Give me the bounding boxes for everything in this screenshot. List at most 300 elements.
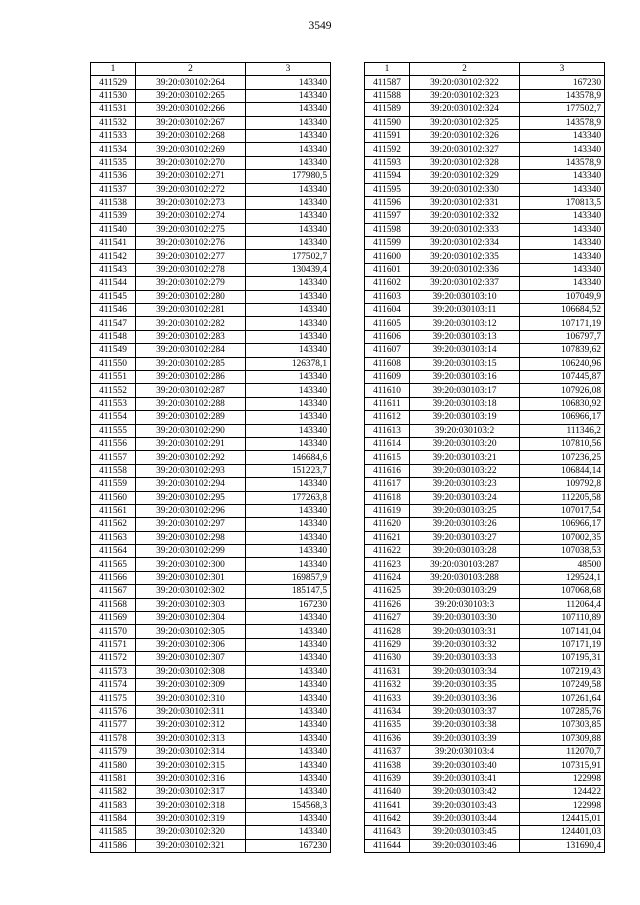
cadastral-number-cell: 39:20:030102:287 bbox=[136, 384, 246, 397]
value-cell: 124415,01 bbox=[520, 812, 605, 825]
value-cell: 107141,04 bbox=[520, 625, 605, 638]
table-row bbox=[365, 772, 605, 785]
cadastral-number-cell: 39:20:030103:4 bbox=[410, 745, 520, 758]
table-row bbox=[91, 598, 331, 611]
value-cell: 107926,08 bbox=[520, 384, 605, 397]
cadastral-number-cell: 39:20:030103:11 bbox=[410, 304, 520, 317]
value-cell: 143340 bbox=[246, 129, 331, 142]
cadastral-number-cell: 39:20:030103:288 bbox=[410, 571, 520, 584]
row-number-cell: 411575 bbox=[91, 692, 136, 705]
value-cell: 143340 bbox=[246, 786, 331, 799]
table-row bbox=[91, 370, 331, 383]
row-number-cell: 411596 bbox=[365, 196, 410, 209]
row-number-cell: 411632 bbox=[365, 678, 410, 691]
value-cell: 143340 bbox=[520, 210, 605, 223]
value-cell: 107249,58 bbox=[520, 678, 605, 691]
row-number-cell: 411573 bbox=[91, 665, 136, 678]
row-number-cell: 411563 bbox=[91, 531, 136, 544]
cadastral-number-cell: 39:20:030103:15 bbox=[410, 357, 520, 370]
table-row bbox=[91, 103, 331, 116]
value-cell: 177502,7 bbox=[246, 250, 331, 263]
cadastral-number-cell: 39:20:030102:282 bbox=[136, 317, 246, 330]
value-cell: 107810,56 bbox=[520, 437, 605, 450]
row-number-cell: 411628 bbox=[365, 625, 410, 638]
table-row bbox=[91, 705, 331, 718]
value-cell: 143340 bbox=[520, 237, 605, 250]
table-row bbox=[91, 638, 331, 651]
cadastral-number-cell: 39:20:030102:280 bbox=[136, 290, 246, 303]
table-row bbox=[365, 826, 605, 839]
row-number-cell: 411532 bbox=[91, 116, 136, 129]
row-number-cell: 411630 bbox=[365, 652, 410, 665]
table-row bbox=[365, 545, 605, 558]
table-row bbox=[91, 76, 331, 89]
value-cell: 107002,35 bbox=[520, 531, 605, 544]
value-cell: 143340 bbox=[246, 424, 331, 437]
value-cell: 143340 bbox=[246, 705, 331, 718]
cadastral-number-cell: 39:20:030103:43 bbox=[410, 799, 520, 812]
value-cell: 185147,5 bbox=[246, 585, 331, 598]
row-number-cell: 411545 bbox=[91, 290, 136, 303]
value-cell: 143340 bbox=[246, 545, 331, 558]
row-number-cell: 411580 bbox=[91, 759, 136, 772]
table-row bbox=[91, 518, 331, 531]
table-row bbox=[91, 384, 331, 397]
value-cell: 143340 bbox=[520, 170, 605, 183]
table-row bbox=[91, 89, 331, 102]
row-number-cell: 411566 bbox=[91, 571, 136, 584]
value-cell: 124422 bbox=[520, 786, 605, 799]
cadastral-number-cell: 39:20:030102:310 bbox=[136, 692, 246, 705]
value-cell: 106240,96 bbox=[520, 357, 605, 370]
cadastral-number-cell: 39:20:030103:30 bbox=[410, 612, 520, 625]
cadastral-number-cell: 39:20:030102:294 bbox=[136, 478, 246, 491]
value-cell: 143340 bbox=[246, 304, 331, 317]
row-number-cell: 411538 bbox=[91, 196, 136, 209]
table-row bbox=[365, 504, 605, 517]
table-row bbox=[91, 585, 331, 598]
table-row bbox=[91, 156, 331, 169]
cadastral-number-cell: 39:20:030103:36 bbox=[410, 692, 520, 705]
table-row bbox=[365, 478, 605, 491]
value-cell: 143340 bbox=[246, 638, 331, 651]
row-number-cell: 411619 bbox=[365, 504, 410, 517]
value-cell: 112070,7 bbox=[520, 745, 605, 758]
table-row bbox=[91, 397, 331, 410]
cadastral-number-cell: 39:20:030102:306 bbox=[136, 638, 246, 651]
cadastral-number-cell: 39:20:030102:307 bbox=[136, 652, 246, 665]
row-number-cell: 411571 bbox=[91, 638, 136, 651]
cadastral-number-cell: 39:20:030102:301 bbox=[136, 571, 246, 584]
cadastral-number-cell: 39:20:030102:314 bbox=[136, 745, 246, 758]
value-cell: 143340 bbox=[246, 612, 331, 625]
value-cell: 167230 bbox=[520, 76, 605, 89]
cadastral-number-cell: 39:20:030102:286 bbox=[136, 370, 246, 383]
cadastral-number-cell: 39:20:030102:316 bbox=[136, 772, 246, 785]
row-number-cell: 411623 bbox=[365, 558, 410, 571]
table-header-row bbox=[91, 63, 331, 76]
table-row bbox=[91, 250, 331, 263]
cadastral-number-cell: 39:20:030102:266 bbox=[136, 103, 246, 116]
row-number-cell: 411588 bbox=[365, 89, 410, 102]
value-cell: 112205,58 bbox=[520, 491, 605, 504]
cadastral-number-cell: 39:20:030103:32 bbox=[410, 638, 520, 651]
row-number-cell: 411607 bbox=[365, 344, 410, 357]
table-row bbox=[365, 638, 605, 651]
row-number-cell: 411584 bbox=[91, 812, 136, 825]
value-cell: 107315,91 bbox=[520, 759, 605, 772]
value-cell: 111346,2 bbox=[520, 424, 605, 437]
value-cell: 143340 bbox=[520, 183, 605, 196]
table-row bbox=[365, 89, 605, 102]
row-number-cell: 411635 bbox=[365, 719, 410, 732]
row-number-cell: 411610 bbox=[365, 384, 410, 397]
row-number-cell: 411555 bbox=[91, 424, 136, 437]
table-row bbox=[365, 665, 605, 678]
value-cell: 177263,8 bbox=[246, 491, 331, 504]
value-cell: 107171,19 bbox=[520, 317, 605, 330]
value-cell: 143340 bbox=[246, 196, 331, 209]
table-row bbox=[91, 277, 331, 290]
cadastral-number-cell: 39:20:030102:296 bbox=[136, 504, 246, 517]
value-cell: 107445,87 bbox=[520, 370, 605, 383]
cadastral-number-cell: 39:20:030103:12 bbox=[410, 317, 520, 330]
table-row bbox=[365, 143, 605, 156]
value-cell: 122998 bbox=[520, 772, 605, 785]
table-row bbox=[365, 745, 605, 758]
cadastral-number-cell: 39:20:030102:337 bbox=[410, 277, 520, 290]
value-cell: 143340 bbox=[246, 210, 331, 223]
row-number-cell: 411554 bbox=[91, 411, 136, 424]
cadastral-number-cell: 39:20:030102:331 bbox=[410, 196, 520, 209]
table-header-row bbox=[365, 63, 605, 76]
cadastral-number-cell: 39:20:030102:322 bbox=[410, 76, 520, 89]
cadastral-number-cell: 39:20:030102:269 bbox=[136, 143, 246, 156]
cadastral-number-cell: 39:20:030103:20 bbox=[410, 437, 520, 450]
value-cell: 107219,43 bbox=[520, 665, 605, 678]
value-cell: 143340 bbox=[246, 558, 331, 571]
value-cell: 112064,4 bbox=[520, 598, 605, 611]
cadastral-number-cell: 39:20:030102:324 bbox=[410, 103, 520, 116]
table-row bbox=[365, 344, 605, 357]
row-number-cell: 411583 bbox=[91, 799, 136, 812]
row-number-cell: 411643 bbox=[365, 826, 410, 839]
cadastral-number-cell: 39:20:030102:321 bbox=[136, 839, 246, 852]
cadastral-number-cell: 39:20:030102:304 bbox=[136, 612, 246, 625]
value-cell: 126378,1 bbox=[246, 357, 331, 370]
value-cell: 107195,31 bbox=[520, 652, 605, 665]
value-cell: 143340 bbox=[246, 678, 331, 691]
row-number-cell: 411560 bbox=[91, 491, 136, 504]
cadastral-number-cell: 39:20:030102:305 bbox=[136, 625, 246, 638]
cadastral-number-cell: 39:20:030102:330 bbox=[410, 183, 520, 196]
row-number-cell: 411639 bbox=[365, 772, 410, 785]
table-row bbox=[365, 571, 605, 584]
table-row bbox=[365, 411, 605, 424]
row-number-cell: 411616 bbox=[365, 464, 410, 477]
cadastral-number-cell: 39:20:030103:40 bbox=[410, 759, 520, 772]
value-cell: 107236,25 bbox=[520, 451, 605, 464]
row-number-cell: 411601 bbox=[365, 263, 410, 276]
table-row bbox=[91, 183, 331, 196]
table-row bbox=[91, 504, 331, 517]
value-cell: 107309,88 bbox=[520, 732, 605, 745]
value-cell: 143340 bbox=[246, 625, 331, 638]
value-cell: 109792,8 bbox=[520, 478, 605, 491]
cadastral-number-cell: 39:20:030103:46 bbox=[410, 839, 520, 852]
table-row bbox=[365, 156, 605, 169]
value-cell: 151223,7 bbox=[246, 464, 331, 477]
table-row bbox=[365, 237, 605, 250]
cadastral-number-cell: 39:20:030102:326 bbox=[410, 129, 520, 142]
cadastral-number-cell: 39:20:030103:44 bbox=[410, 812, 520, 825]
cadastral-number-cell: 39:20:030102:284 bbox=[136, 344, 246, 357]
cadastral-number-cell: 39:20:030103:25 bbox=[410, 504, 520, 517]
registry-table-right bbox=[364, 62, 605, 853]
row-number-cell: 411543 bbox=[91, 263, 136, 276]
table-row bbox=[91, 424, 331, 437]
cadastral-number-cell: 39:20:030103:14 bbox=[410, 344, 520, 357]
cadastral-number-cell: 39:20:030103:17 bbox=[410, 384, 520, 397]
cadastral-number-cell: 39:20:030103:35 bbox=[410, 678, 520, 691]
row-number-cell: 411633 bbox=[365, 692, 410, 705]
row-number-cell: 411606 bbox=[365, 330, 410, 343]
value-cell: 146684,6 bbox=[246, 451, 331, 464]
cadastral-number-cell: 39:20:030102:292 bbox=[136, 451, 246, 464]
row-number-cell: 411625 bbox=[365, 585, 410, 598]
cadastral-number-cell: 39:20:030102:276 bbox=[136, 237, 246, 250]
cadastral-number-cell: 39:20:030102:332 bbox=[410, 210, 520, 223]
table-row bbox=[91, 357, 331, 370]
value-cell: 107017,54 bbox=[520, 504, 605, 517]
table-row bbox=[365, 585, 605, 598]
row-number-cell: 411618 bbox=[365, 491, 410, 504]
value-cell: 143340 bbox=[246, 237, 331, 250]
row-number-cell: 411550 bbox=[91, 357, 136, 370]
row-number-cell: 411642 bbox=[365, 812, 410, 825]
row-number-cell: 411641 bbox=[365, 799, 410, 812]
row-number-cell: 411612 bbox=[365, 411, 410, 424]
row-number-cell: 411578 bbox=[91, 732, 136, 745]
value-cell: 122998 bbox=[520, 799, 605, 812]
cadastral-number-cell: 39:20:030102:281 bbox=[136, 304, 246, 317]
row-number-cell: 411530 bbox=[91, 89, 136, 102]
cadastral-number-cell: 39:20:030103:45 bbox=[410, 826, 520, 839]
table-row bbox=[365, 451, 605, 464]
table-row bbox=[91, 625, 331, 638]
table-row bbox=[91, 799, 331, 812]
cadastral-number-cell: 39:20:030102:309 bbox=[136, 678, 246, 691]
value-cell: 143340 bbox=[246, 437, 331, 450]
column-header: 3 bbox=[246, 63, 331, 76]
cadastral-number-cell: 39:20:030102:273 bbox=[136, 196, 246, 209]
row-number-cell: 411551 bbox=[91, 370, 136, 383]
table-row bbox=[365, 263, 605, 276]
value-cell: 143340 bbox=[246, 290, 331, 303]
value-cell: 143340 bbox=[246, 89, 331, 102]
cadastral-number-cell: 39:20:030102:336 bbox=[410, 263, 520, 276]
cadastral-number-cell: 39:20:030102:267 bbox=[136, 116, 246, 129]
table-row bbox=[365, 786, 605, 799]
table-row bbox=[91, 545, 331, 558]
row-number-cell: 411597 bbox=[365, 210, 410, 223]
row-number-cell: 411611 bbox=[365, 397, 410, 410]
value-cell: 143578,9 bbox=[520, 156, 605, 169]
table-row bbox=[91, 237, 331, 250]
column-header: 2 bbox=[410, 63, 520, 76]
cadastral-number-cell: 39:20:030102:285 bbox=[136, 357, 246, 370]
table-row bbox=[91, 786, 331, 799]
row-number-cell: 411559 bbox=[91, 478, 136, 491]
value-cell: 143340 bbox=[246, 344, 331, 357]
value-cell: 143340 bbox=[246, 116, 331, 129]
row-number-cell: 411581 bbox=[91, 772, 136, 785]
cadastral-number-cell: 39:20:030102:298 bbox=[136, 531, 246, 544]
cadastral-number-cell: 39:20:030103:287 bbox=[410, 558, 520, 571]
table-row bbox=[91, 129, 331, 142]
row-number-cell: 411539 bbox=[91, 210, 136, 223]
table-row bbox=[365, 732, 605, 745]
table-row bbox=[365, 705, 605, 718]
page-number: 3549 bbox=[308, 20, 332, 32]
table-row bbox=[91, 719, 331, 732]
value-cell: 143340 bbox=[246, 397, 331, 410]
table-row bbox=[91, 116, 331, 129]
table-row bbox=[91, 826, 331, 839]
value-cell: 143340 bbox=[520, 277, 605, 290]
value-cell: 143340 bbox=[246, 143, 331, 156]
row-number-cell: 411564 bbox=[91, 545, 136, 558]
column-header: 3 bbox=[520, 63, 605, 76]
cadastral-number-cell: 39:20:030102:302 bbox=[136, 585, 246, 598]
value-cell: 177980,5 bbox=[246, 170, 331, 183]
value-cell: 143340 bbox=[246, 103, 331, 116]
cadastral-number-cell: 39:20:030103:10 bbox=[410, 290, 520, 303]
value-cell: 167230 bbox=[246, 598, 331, 611]
value-cell: 131690,4 bbox=[520, 839, 605, 852]
table-row bbox=[365, 76, 605, 89]
row-number-cell: 411602 bbox=[365, 277, 410, 290]
registry-table-left bbox=[90, 62, 331, 853]
table-row bbox=[365, 196, 605, 209]
table-row bbox=[91, 678, 331, 691]
table-row bbox=[365, 330, 605, 343]
row-number-cell: 411572 bbox=[91, 652, 136, 665]
value-cell: 107110,89 bbox=[520, 612, 605, 625]
row-number-cell: 411568 bbox=[91, 598, 136, 611]
cadastral-number-cell: 39:20:030102:334 bbox=[410, 237, 520, 250]
row-number-cell: 411587 bbox=[365, 76, 410, 89]
cadastral-number-cell: 39:20:030102:264 bbox=[136, 76, 246, 89]
table-row bbox=[365, 424, 605, 437]
value-cell: 143340 bbox=[246, 745, 331, 758]
value-cell: 143340 bbox=[520, 263, 605, 276]
row-number-cell: 411590 bbox=[365, 116, 410, 129]
row-number-cell: 411599 bbox=[365, 237, 410, 250]
table-row bbox=[91, 652, 331, 665]
cadastral-number-cell: 39:20:030102:278 bbox=[136, 263, 246, 276]
table-row bbox=[365, 678, 605, 691]
row-number-cell: 411565 bbox=[91, 558, 136, 571]
cadastral-number-cell: 39:20:030102:318 bbox=[136, 799, 246, 812]
row-number-cell: 411595 bbox=[365, 183, 410, 196]
row-number-cell: 411604 bbox=[365, 304, 410, 317]
table-row bbox=[365, 652, 605, 665]
value-cell: 143340 bbox=[246, 531, 331, 544]
row-number-cell: 411594 bbox=[365, 170, 410, 183]
cadastral-number-cell: 39:20:030103:38 bbox=[410, 719, 520, 732]
row-number-cell: 411640 bbox=[365, 786, 410, 799]
value-cell: 107303,85 bbox=[520, 719, 605, 732]
table-row bbox=[91, 558, 331, 571]
row-number-cell: 411634 bbox=[365, 705, 410, 718]
table-row bbox=[91, 451, 331, 464]
cadastral-number-cell: 39:20:030103:23 bbox=[410, 478, 520, 491]
cadastral-number-cell: 39:20:030102:295 bbox=[136, 491, 246, 504]
value-cell: 143340 bbox=[246, 411, 331, 424]
cadastral-number-cell: 39:20:030102:265 bbox=[136, 89, 246, 102]
row-number-cell: 411579 bbox=[91, 745, 136, 758]
cadastral-number-cell: 39:20:030102:270 bbox=[136, 156, 246, 169]
row-number-cell: 411549 bbox=[91, 344, 136, 357]
cadastral-number-cell: 39:20:030102:320 bbox=[136, 826, 246, 839]
row-number-cell: 411614 bbox=[365, 437, 410, 450]
cadastral-number-cell: 39:20:030103:18 bbox=[410, 397, 520, 410]
value-cell: 143578,9 bbox=[520, 116, 605, 129]
table-row bbox=[365, 812, 605, 825]
table-row bbox=[91, 143, 331, 156]
table-row bbox=[91, 478, 331, 491]
value-cell: 143340 bbox=[520, 129, 605, 142]
value-cell: 107038,53 bbox=[520, 545, 605, 558]
cadastral-number-cell: 39:20:030102:293 bbox=[136, 464, 246, 477]
row-number-cell: 411617 bbox=[365, 478, 410, 491]
table-row bbox=[365, 384, 605, 397]
value-cell: 143340 bbox=[520, 250, 605, 263]
row-number-cell: 411638 bbox=[365, 759, 410, 772]
cadastral-number-cell: 39:20:030102:289 bbox=[136, 411, 246, 424]
cadastral-number-cell: 39:20:030102:317 bbox=[136, 786, 246, 799]
table-row bbox=[365, 397, 605, 410]
cadastral-number-cell: 39:20:030102:308 bbox=[136, 665, 246, 678]
cadastral-number-cell: 39:20:030102:275 bbox=[136, 223, 246, 236]
table-row bbox=[365, 103, 605, 116]
row-number-cell: 411540 bbox=[91, 223, 136, 236]
cadastral-number-cell: 39:20:030102:274 bbox=[136, 210, 246, 223]
value-cell: 130439,4 bbox=[246, 263, 331, 276]
value-cell: 107261,64 bbox=[520, 692, 605, 705]
value-cell: 167230 bbox=[246, 839, 331, 852]
value-cell: 143340 bbox=[520, 143, 605, 156]
row-number-cell: 411600 bbox=[365, 250, 410, 263]
row-number-cell: 411615 bbox=[365, 451, 410, 464]
row-number-cell: 411536 bbox=[91, 170, 136, 183]
row-number-cell: 411608 bbox=[365, 357, 410, 370]
table-row bbox=[365, 839, 605, 852]
table-row bbox=[91, 464, 331, 477]
row-number-cell: 411622 bbox=[365, 545, 410, 558]
cadastral-number-cell: 39:20:030103:27 bbox=[410, 531, 520, 544]
cadastral-number-cell: 39:20:030103:22 bbox=[410, 464, 520, 477]
row-number-cell: 411558 bbox=[91, 464, 136, 477]
table-row bbox=[91, 290, 331, 303]
table-row bbox=[365, 317, 605, 330]
value-cell: 143340 bbox=[246, 183, 331, 196]
value-cell: 143340 bbox=[246, 504, 331, 517]
table-row bbox=[365, 518, 605, 531]
cadastral-number-cell: 39:20:030103:34 bbox=[410, 665, 520, 678]
value-cell: 143340 bbox=[246, 370, 331, 383]
